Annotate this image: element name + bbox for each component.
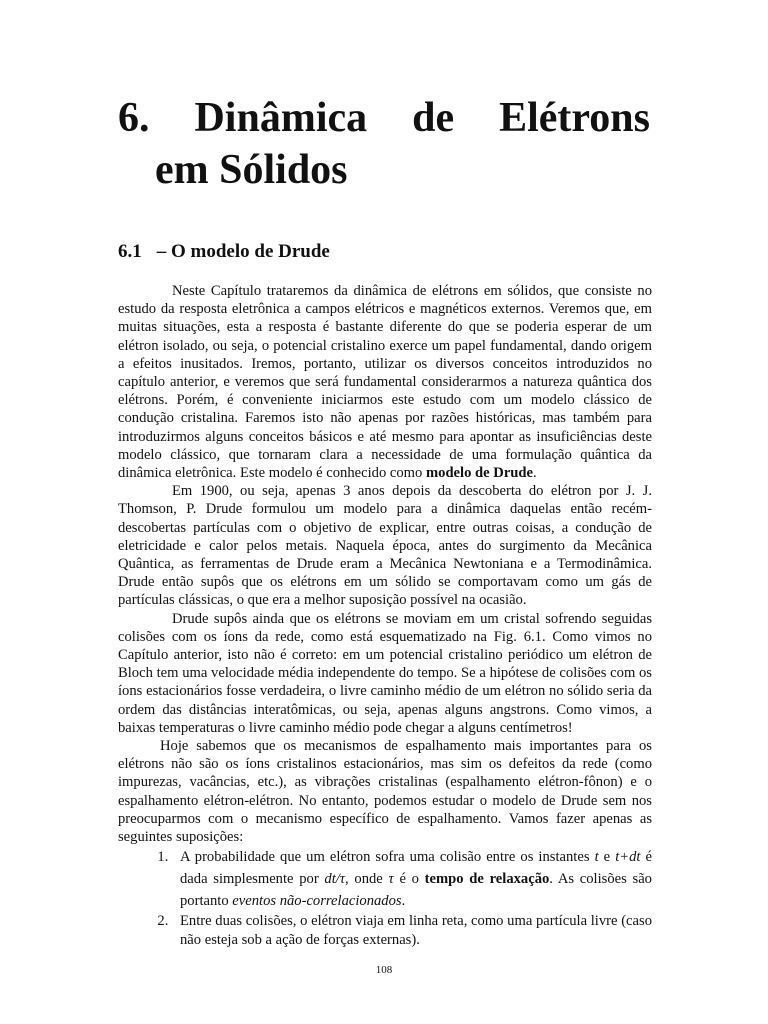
- section-number: 6.1: [118, 241, 142, 262]
- body-text: [118, 282, 652, 949]
- list-text: , onde: [345, 871, 389, 888]
- chapter-title-line1: [118, 92, 650, 144]
- list-text: A probabilidade que um elétron sofra uma colisão entre os instantes: [180, 849, 595, 866]
- fraction-dt-tau: dt/τ: [324, 871, 346, 888]
- chapter-word: Elétrons: [499, 95, 650, 141]
- chapter-title-line2: em Sólidos: [155, 147, 348, 193]
- list-text: .: [401, 893, 406, 910]
- paragraph-1-end: .: [533, 465, 537, 482]
- term-relaxation-time: tempo de relaxação: [424, 871, 550, 888]
- var-tau: τ: [388, 871, 394, 888]
- chapter-word: de: [412, 95, 455, 141]
- term-uncorrelated-events: eventos não-correlacionados: [232, 893, 402, 910]
- section-title: – O modelo de Drude: [156, 241, 330, 262]
- paragraph-1-text: Neste Capítulo trataremos da dinâmica de elétrons em sólidos, que consiste no estudo da resposta eletrônica a campos elétricos e magnéticos externos. Veremos que, em muitas situações, esta a resposta é bastante diferente do que se poderia esperar de um elétron isolado, ou seja, o potencial cristalino exerce um papel fundamental, dando origem a efeitos inusitados. Iremos, portanto, utilizar os diversos conceitos introduzidos no capítulo anterior, e veremos que será fundamental considerarmos a natureza quântica dos elétrons. Porém, é conveniente iniciarmos este estudo com um modelo clássico de condução cristalina. Faremos isto não apenas por razões históricas, mas também para introduzirmos alguns conceitos básicos e até mesmo para apontar as insuficiências deste modelo clássico, que tornaram clara a necessidade de uma formulação quântica da dinâmica eletrônica. Este modelo é conhecido como: [118, 283, 652, 482]
- list-text: é dada simplesmente por: [180, 849, 652, 888]
- paragraph-3: Drude supôs ainda que os elétrons se moviam em um cristal sofrendo seguidas colisões com os íons da rede, como está esquematizado na Fig. 6.1. Como vimos no Capítulo anterior, isto não é correto: em um potencial cristalino periódico um elétron de Bloch tem uma velocidade média independente do tempo. Se a hipótese de colisões com os íons estacionários fosse verdadeira, o livre caminho médio de um elétron no sólido seria da ordem das distâncias interatômicas, ou seja, apenas alguns angstrons. Como vimos, a baixas temperaturas o livre caminho médio pode chegar a alguns centímetros!: [118, 610, 652, 736]
- assumptions-list: [118, 846, 652, 948]
- chapter-number: 6.: [118, 95, 150, 141]
- list-item: [172, 846, 652, 912]
- paragraph-1: [118, 282, 652, 482]
- list-item: 2. Entre duas colisões, o elétron viaja em linha reta, como uma partícula livre (caso não esteja sob a ação de forças externas).: [172, 912, 652, 948]
- chapter-title: [118, 92, 650, 196]
- paragraph-2: Em 1900, ou seja, apenas 3 anos depois da descoberta do elétron por J. J. Thomson, P. Drude formulou um modelo para a dinâmica daquelas então recém-descobertas partículas com o objetivo de explicar, entre outras coisas, a condução de eletricidade e calor pelos metais. Naquela época, antes do surgimento da Mecânica Quântica, as ferramentas de Drude eram a Mecânica Newtoniana e a Termodinâmica. Drude então supôs que os elétrons em um sólido se comportavam como um gás de partículas clássicas, o que era a melhor suposição possível na ocasião.: [118, 483, 652, 609]
- var-t-dt: t+dt: [615, 849, 641, 866]
- section-heading: [118, 240, 330, 264]
- page-number: 108: [375, 964, 393, 976]
- chapter-word: Dinâmica: [194, 95, 368, 141]
- var-t: t: [594, 849, 599, 866]
- list-text: é o: [393, 871, 425, 888]
- list-text: e: [598, 849, 616, 866]
- term-drude-model: modelo de Drude: [425, 465, 534, 482]
- list-text: . As colisões são portanto: [180, 871, 652, 910]
- paragraph-4: Hoje sabemos que os mecanismos de espalhamento mais importantes para os elétrons não são os íons cristalinos estacionários, mas sim os defeitos da rede (como impurezas, vacâncias, etc.), as vibrações cristalinas (espalhamento elétron-fônon) e o espalhamento elétron-elétron. No entanto, podemos estudar o modelo de Drude sem nos preocuparmos com o mecanismo específico de espalhamento. Vamos fazer apenas as seguintes suposições:: [118, 738, 652, 846]
